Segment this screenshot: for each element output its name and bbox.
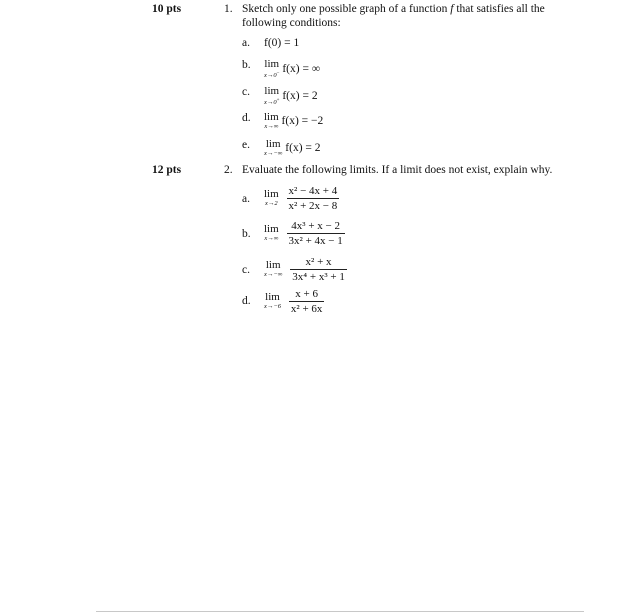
- limit-operator: lim x→−∞: [264, 259, 283, 279]
- limit-operator: lim x→0+: [264, 85, 280, 107]
- problem-2-text: Evaluate the following limits. If a limit does not exist, explain why.: [242, 164, 553, 176]
- condition-b-math: [264, 59, 320, 80]
- limit-operator: lim x→−∞: [264, 138, 283, 157]
- limit-operator: lim x→∞: [264, 223, 279, 243]
- condition-e-expr: f(x) = 2: [285, 141, 321, 154]
- limit-c-math: [264, 256, 347, 283]
- denominator: x² + 6x: [290, 303, 323, 315]
- problem-2-points: 12 pts: [152, 164, 182, 176]
- numerator: 4x³ + x − 2: [291, 220, 341, 232]
- problem-1-text: [242, 2, 582, 30]
- condition-e-label: e.: [242, 139, 250, 151]
- limit-b-label: b.: [242, 228, 251, 240]
- problem-1-points: 10 pts: [152, 3, 182, 15]
- limit-a-label: a.: [242, 193, 250, 205]
- fraction: [290, 256, 347, 283]
- fraction: [287, 185, 340, 212]
- limit-operator: lim x→2: [264, 188, 279, 208]
- limit-d-label: d.: [242, 295, 251, 307]
- limit-operator: lim x→−6: [264, 291, 282, 311]
- fraction: [289, 288, 325, 315]
- condition-b-label: b.: [242, 59, 251, 71]
- fraction: [287, 220, 345, 247]
- problem-1-number: 1.: [224, 3, 233, 15]
- denominator: 3x⁴ + x³ + 1: [292, 271, 345, 283]
- denominator: x² + 2x − 8: [288, 200, 338, 212]
- condition-c-label: c.: [242, 86, 250, 98]
- condition-d-label: d.: [242, 112, 251, 124]
- numerator: x + 6: [295, 288, 319, 300]
- limit-operator: lim x→0−: [264, 58, 280, 80]
- condition-e-math: [264, 139, 321, 158]
- limit-b-math: [264, 220, 345, 247]
- problem-1-text-start: Sketch only one possible graph of a function: [242, 3, 448, 15]
- denominator: 3x² + 4x − 1: [288, 235, 343, 247]
- limit-c-label: c.: [242, 264, 250, 276]
- condition-b-expr: f(x) = ∞: [282, 62, 321, 75]
- condition-d-math: [264, 112, 323, 131]
- limit-a-math: [264, 185, 339, 212]
- condition-c-math: [264, 86, 318, 107]
- condition-d-expr: f(x) = −2: [281, 114, 324, 127]
- footer-divider: [96, 611, 584, 612]
- condition-a-label: a.: [242, 37, 250, 49]
- numerator: x² + x: [305, 256, 332, 268]
- function-symbol: f: [450, 3, 454, 15]
- problem-1-text-rest: that satisfies all the following conditions:: [242, 3, 545, 29]
- condition-a-expr: f(0) = 1: [264, 37, 300, 49]
- condition-c-expr: f(x) = 2: [282, 89, 318, 102]
- numerator: x² − 4x + 4: [288, 185, 338, 197]
- limit-operator: lim x→∞: [264, 111, 279, 130]
- problem-2-number: 2.: [224, 164, 233, 176]
- limit-d-math: [264, 288, 324, 315]
